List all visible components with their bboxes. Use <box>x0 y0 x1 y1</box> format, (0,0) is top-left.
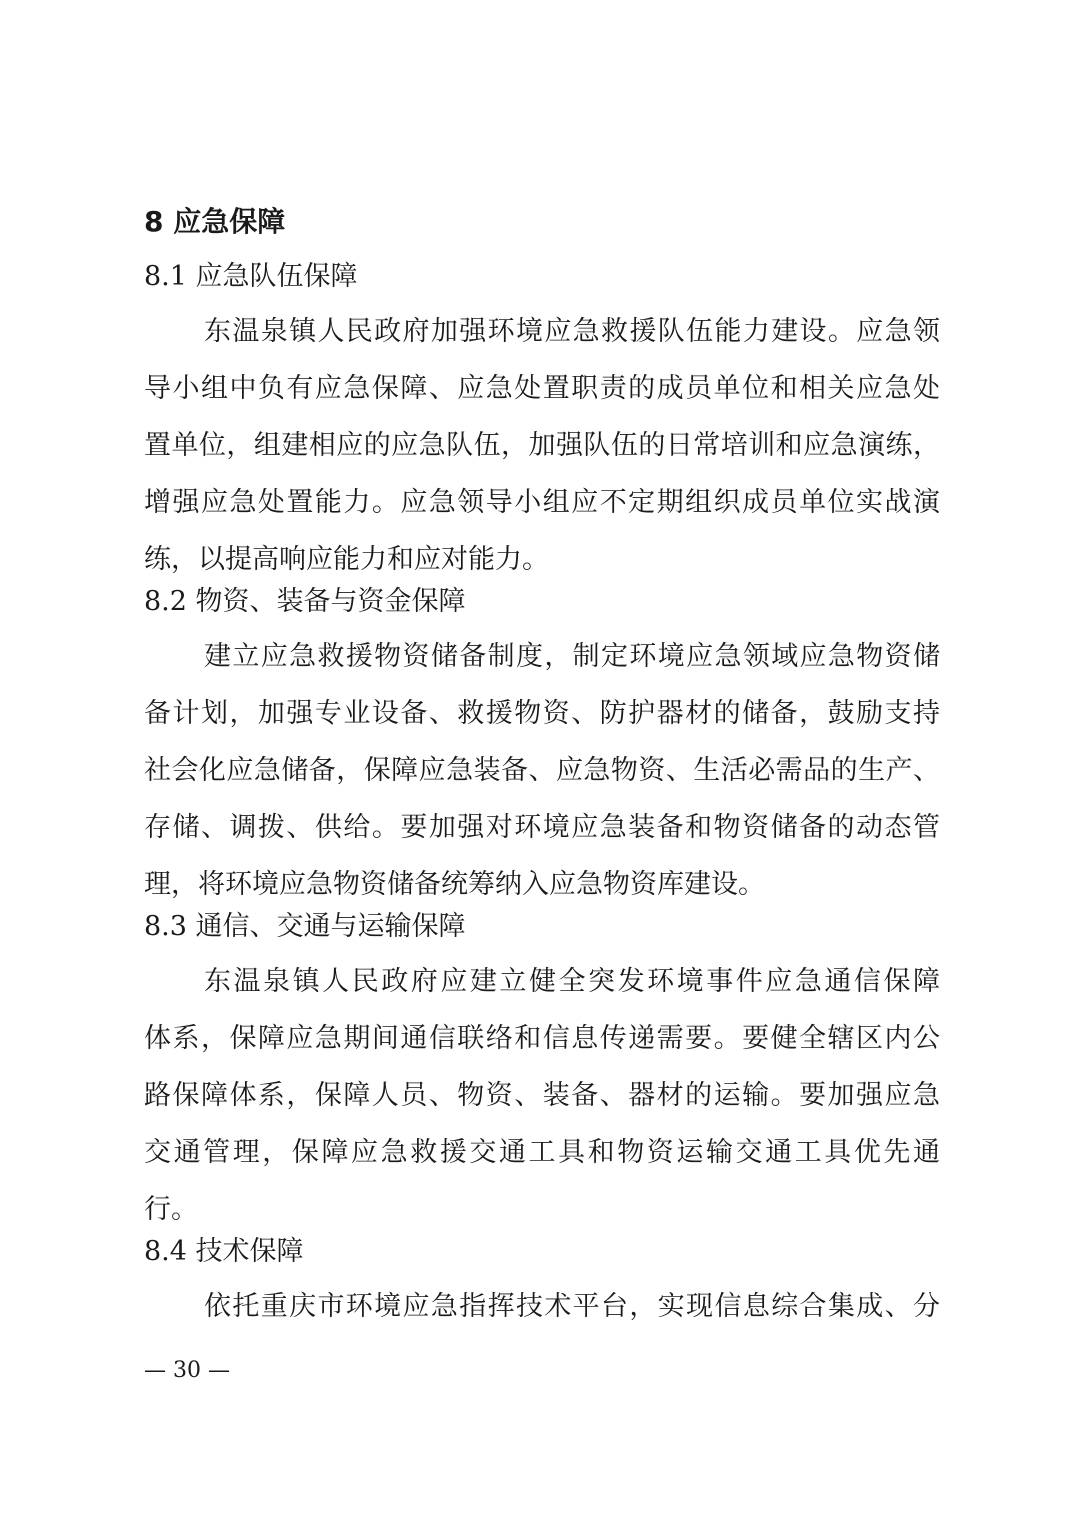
section-8-3-paragraph <box>144 953 940 1238</box>
paragraph-line: 置单位，组建相应的应急队伍，加强队伍的日常培训和应急演练， <box>144 430 940 461</box>
paragraph-line: 行。 <box>144 1194 198 1225</box>
paragraph-line: 交通管理，保障应急救援交通工具和物资运输交通工具优先通 <box>144 1137 940 1168</box>
paragraph-line: 增强应急处置能力。应急领导小组应不定期组织成员单位实战演 <box>144 487 940 518</box>
paragraph-line: 路保障体系，保障人员、物资、装备、器材的运输。要加强应急 <box>144 1080 940 1111</box>
section-heading-8-4: 8.4 技术保障 <box>144 1236 304 1267</box>
paragraph-line: 练，以提高响应能力和应对能力。 <box>144 544 549 575</box>
paragraph-line: 东温泉镇人民政府应建立健全突发环境事件应急通信保障 <box>204 966 940 997</box>
section-8-1-paragraph <box>144 303 940 588</box>
section-heading-8-2: 8.2 物资、装备与资金保障 <box>144 586 466 617</box>
section-heading-8-3: 8.3 通信、交通与运输保障 <box>144 911 466 942</box>
paragraph-line: 建立应急救援物资储备制度，制定环境应急领域应急物资储 <box>204 641 940 672</box>
section-8-2-paragraph <box>144 628 940 913</box>
chapter-title: 8 应急保障 <box>144 205 286 238</box>
paragraph-line: 导小组中负有应急保障、应急处置职责的成员单位和相关应急处 <box>144 373 940 404</box>
paragraph-line: 社会化应急储备，保障应急装备、应急物资、生活必需品的生产、 <box>144 755 940 786</box>
section-8-4-paragraph <box>144 1278 940 1335</box>
section-heading-8-1: 8.1 应急队伍保障 <box>144 261 358 292</box>
paragraph-line: 体系，保障应急期间通信联络和信息传递需要。要健全辖区内公 <box>144 1023 940 1054</box>
paragraph-line: 存储、调拨、供给。要加强对环境应急装备和物资储备的动态管 <box>144 812 940 843</box>
paragraph-line: 东温泉镇人民政府加强环境应急救援队伍能力建设。应急领 <box>204 316 940 347</box>
page-number: — 30 — <box>144 1358 230 1383</box>
paragraph-line: 备计划，加强专业设备、救援物资、防护器材的储备，鼓励支持 <box>144 698 940 729</box>
paragraph-line: 依托重庆市环境应急指挥技术平台，实现信息综合集成、分 <box>204 1291 940 1322</box>
paragraph-line: 理，将环境应急物资储备统筹纳入应急物资库建设。 <box>144 869 765 900</box>
